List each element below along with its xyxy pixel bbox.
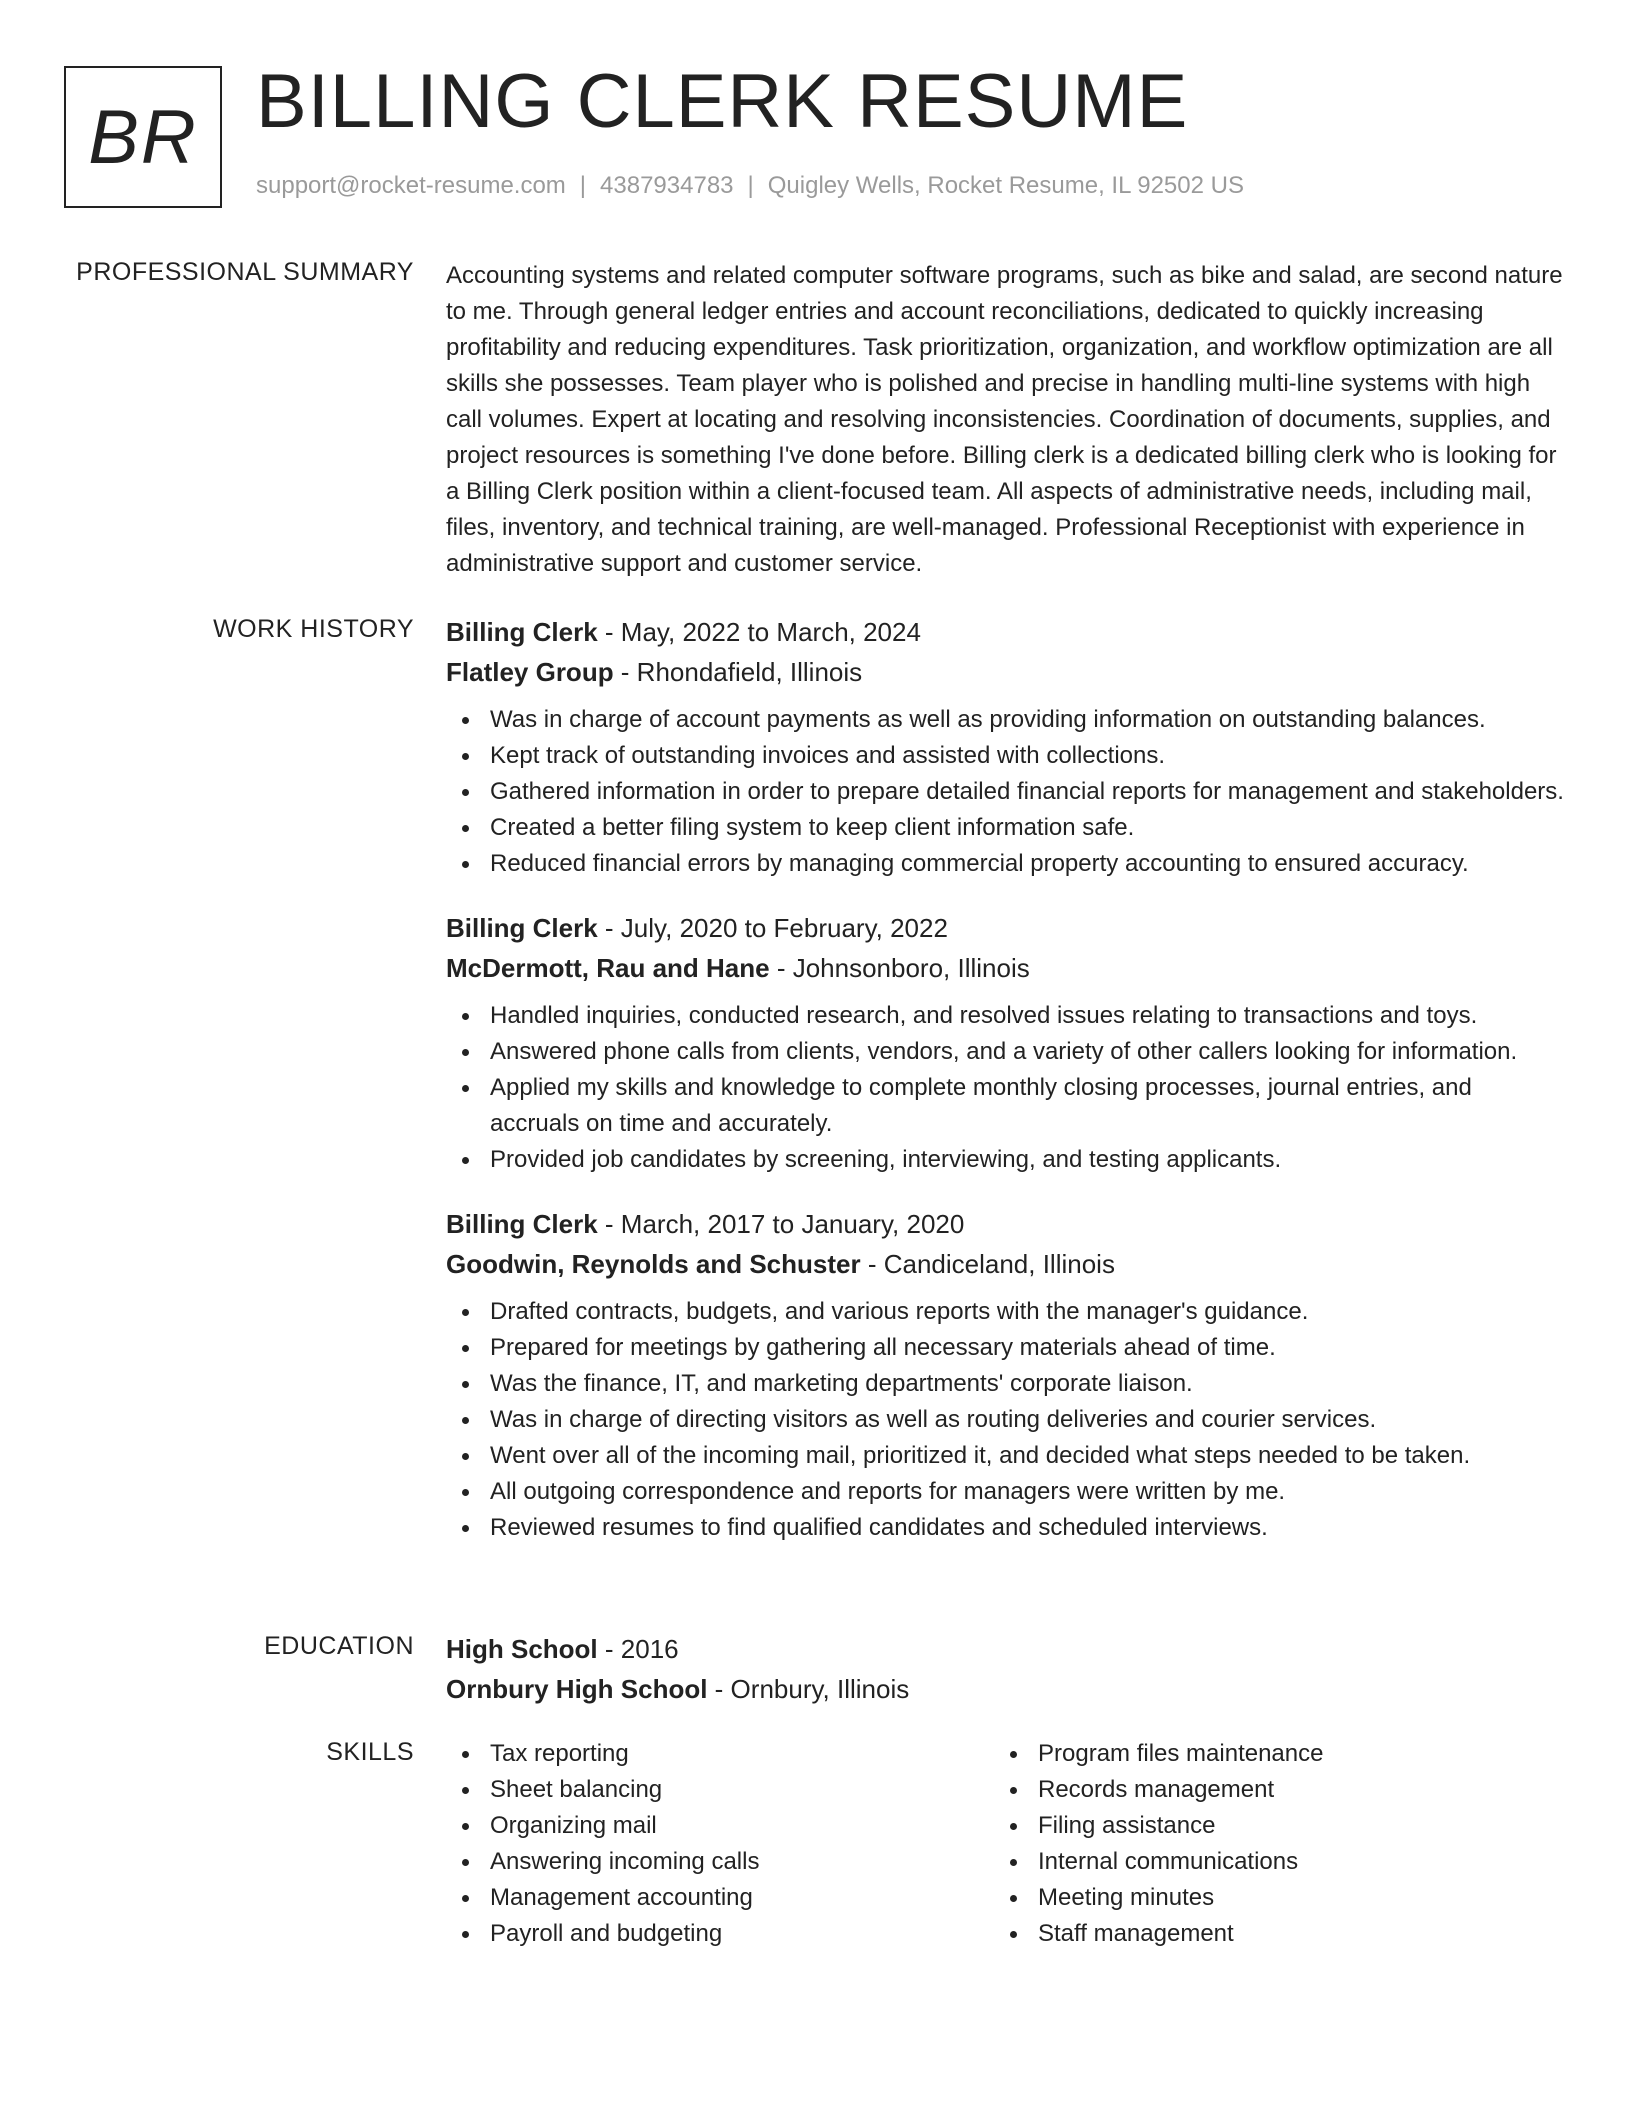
job-duty: Reduced financial errors by managing commercial property accounting to ensured accuracy. xyxy=(446,846,1566,882)
job-duty: Was in charge of account payments as well as providing information on outstanding balances. xyxy=(446,702,1566,738)
skill-item: Tax reporting xyxy=(446,1736,994,1772)
job-location: - Johnsonboro, Illinois xyxy=(769,953,1030,983)
job-duty: Went over all of the incoming mail, prioritized it, and decided what steps needed to be taken. xyxy=(446,1438,1566,1474)
job-title-line xyxy=(446,612,1566,652)
job-title: Billing Clerk xyxy=(446,617,598,647)
skill-item: Answering incoming calls xyxy=(446,1844,994,1880)
job-duty: Drafted contracts, budgets, and various reports with the manager's guidance. xyxy=(446,1294,1566,1330)
monogram-badge: BR xyxy=(64,66,222,208)
summary-text: Accounting systems and related computer software programs, such as bike and salad, are second nature to me. Through general ledger entries and account reconciliations, dedicated to quickly increasing profitability and reducing expenditures. Task prioritization, organization, and workflow optimization are all skills she possesses. Team player who is polished and precise in handling multi-line systems with high call volumes. Expert at locating and resolving inconsistencies. Coordination of documents, supplies, and project resources is something I've done before. Billing clerk is a dedicated billing clerk who is looking for a Billing Clerk position within a client-focused team. All aspects of administrative needs, including mail, files, inventory, and technical training, are well-managed. Professional Receptionist with experience in administrative support and customer service. xyxy=(446,262,1563,577)
skill-item: Organizing mail xyxy=(446,1808,994,1844)
job-location: - Candiceland, Illinois xyxy=(860,1249,1115,1279)
job-duty: Provided job candidates by screening, interviewing, and testing applicants. xyxy=(446,1142,1566,1178)
job-company-line xyxy=(446,652,1566,692)
job-duties-list xyxy=(446,998,1566,1178)
skill-item: Management accounting xyxy=(446,1880,994,1916)
education-degree-line xyxy=(446,1629,1566,1669)
contact-separator: | xyxy=(579,172,587,199)
contact-line xyxy=(256,172,1244,200)
section-label-summary: PROFESSIONAL SUMMARY xyxy=(76,258,414,286)
job-company: Goodwin, Reynolds and Schuster xyxy=(446,1249,861,1279)
job-duty: Prepared for meetings by gathering all necessary materials ahead of time. xyxy=(446,1330,1566,1366)
job-title: Billing Clerk xyxy=(446,1209,598,1239)
job-location: - Rhondafield, Illinois xyxy=(613,657,863,687)
skill-item: Sheet balancing xyxy=(446,1772,994,1808)
job-title-line xyxy=(446,908,1566,948)
skill-item: Staff management xyxy=(994,1916,1542,1952)
job-entry xyxy=(446,908,1566,1178)
job-dates: - May, 2022 to March, 2024 xyxy=(597,617,921,647)
section-label-work-history: WORK HISTORY xyxy=(213,615,414,643)
skill-item: Filing assistance xyxy=(994,1808,1542,1844)
job-title: Billing Clerk xyxy=(446,913,598,943)
job-dates: - July, 2020 to February, 2022 xyxy=(597,913,948,943)
skill-item: Program files maintenance xyxy=(994,1736,1542,1772)
job-duty: Was the finance, IT, and marketing departments' corporate liaison. xyxy=(446,1366,1566,1402)
job-company: McDermott, Rau and Hane xyxy=(446,953,770,983)
job-company: Flatley Group xyxy=(446,657,614,687)
job-duty: Answered phone calls from clients, vendors, and a variety of other callers looking for information. xyxy=(446,1034,1566,1070)
contact-separator: | xyxy=(747,172,754,199)
education-school-line xyxy=(446,1669,1566,1709)
job-duty: All outgoing correspondence and reports for managers were written by me. xyxy=(446,1474,1566,1510)
contact-phone: 4387934783 xyxy=(600,172,734,199)
job-duties-list xyxy=(446,702,1566,882)
job-duty: Applied my skills and knowledge to complete monthly closing processes, journal entries, and accruals on time and accurately. xyxy=(446,1070,1566,1142)
education-school: Ornbury High School xyxy=(446,1674,708,1704)
skill-item: Payroll and budgeting xyxy=(446,1916,994,1952)
job-dates: - March, 2017 to January, 2020 xyxy=(597,1209,965,1239)
job-duty: Created a better filing system to keep client information safe. xyxy=(446,810,1566,846)
job-duties-list xyxy=(446,1294,1566,1546)
job-duty: Kept track of outstanding invoices and assisted with collections. xyxy=(446,738,1566,774)
resume-header xyxy=(64,59,1568,210)
resume-title: BILLING CLERK RESUME xyxy=(256,59,1189,144)
skill-item: Meeting minutes xyxy=(994,1880,1542,1916)
section-label-skills: SKILLS xyxy=(326,1738,414,1766)
skills-list-left xyxy=(446,1736,994,1952)
job-entry xyxy=(446,1204,1566,1546)
job-company-line xyxy=(446,1244,1566,1284)
section-label-education: EDUCATION xyxy=(264,1632,414,1660)
job-company-line xyxy=(446,948,1566,988)
job-duty: Handled inquiries, conducted research, and resolved issues relating to transactions and toys. xyxy=(446,998,1566,1034)
skill-item: Internal communications xyxy=(994,1844,1542,1880)
job-duty: Gathered information in order to prepare detailed financial reports for management and stakeholders. xyxy=(446,774,1566,810)
education-location: - Ornbury, Illinois xyxy=(707,1674,910,1704)
job-title-line xyxy=(446,1204,1566,1244)
skills-columns xyxy=(446,1736,1566,1952)
job-duty: Was in charge of directing visitors as well as routing deliveries and courier services. xyxy=(446,1402,1566,1438)
education-year: - 2016 xyxy=(597,1634,679,1664)
education-degree: High School xyxy=(446,1634,598,1664)
contact-email: support@rocket-resume.com xyxy=(256,172,566,199)
job-duty: Reviewed resumes to find qualified candidates and scheduled interviews. xyxy=(446,1510,1566,1546)
job-entry xyxy=(446,612,1566,882)
skill-item: Records management xyxy=(994,1772,1542,1808)
contact-address: Quigley Wells, Rocket Resume, IL 92502 US xyxy=(767,172,1244,199)
skills-list-right xyxy=(994,1736,1542,1952)
